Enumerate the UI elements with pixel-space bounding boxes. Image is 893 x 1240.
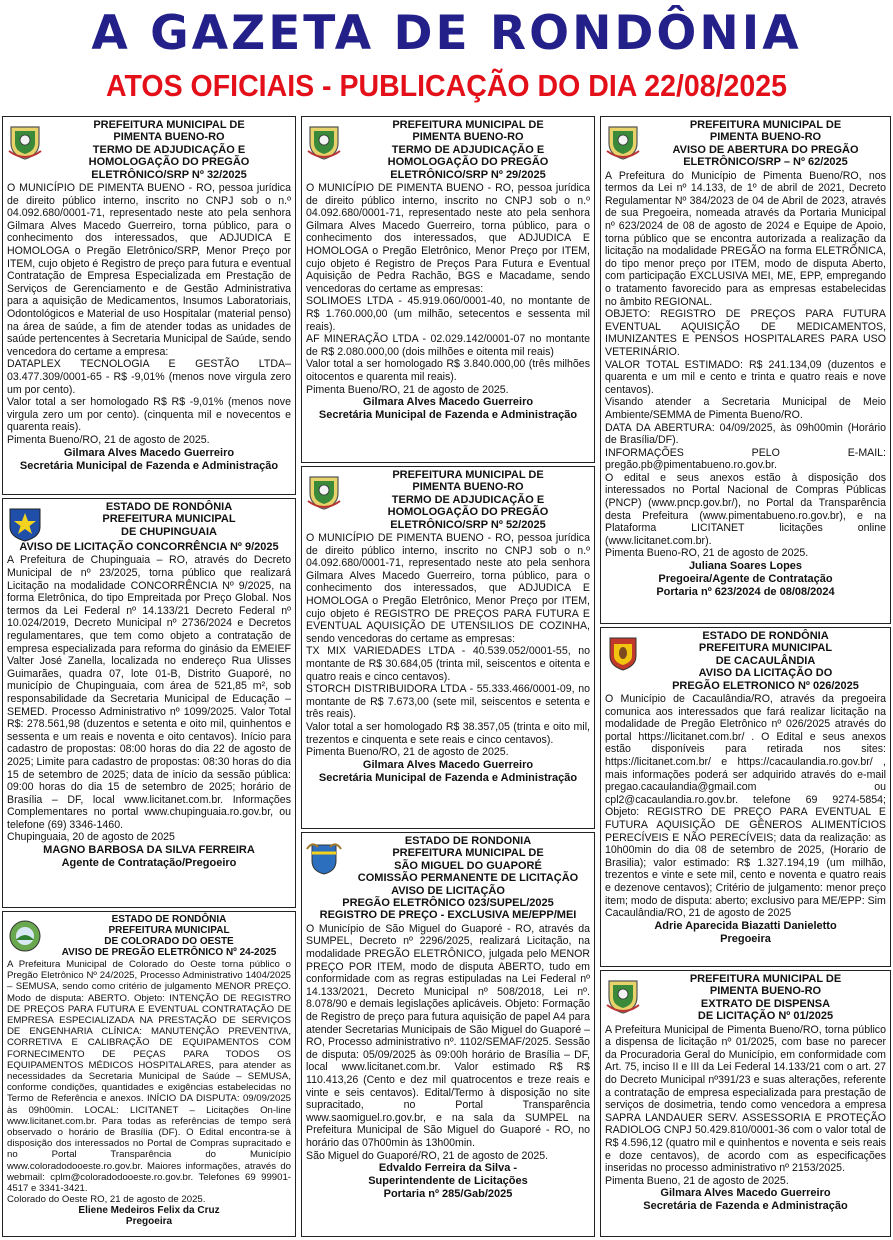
notice-sao-miguel bbox=[301, 832, 595, 1237]
header-line: AVISO DE LICITAÇÃO bbox=[391, 884, 505, 897]
header-line: TERMO DE ADJUDICAÇÃO E bbox=[391, 143, 545, 156]
pimenta-bueno-crest-icon bbox=[7, 121, 43, 161]
header-line: ESTADO DE RONDÔNIA bbox=[111, 914, 227, 925]
notice-body: AF MINERAÇÃO LTDA - 02.029.142/0001-07 no montante de R$ 2.080.000,00 (dois milhões e oitenta mil reais) bbox=[306, 333, 590, 358]
header-line: HOMOLOGAÇÃO DO PREGÃO bbox=[88, 156, 250, 169]
header-line: PREFEITURA MUNICIPAL DE bbox=[392, 847, 544, 860]
pimenta-bueno-crest-icon bbox=[605, 975, 641, 1015]
colorado-crest-icon bbox=[7, 916, 43, 956]
header-line: DE CACAULÂNDIA bbox=[715, 654, 816, 667]
header-line: DE COLORADO DO OESTE bbox=[104, 936, 234, 947]
notice-body: O MUNICÍPIO DE PIMENTA BUENO - RO, pessoa jurídica de direito público interno, inscrito no CNPJ sob o n.º 04.092.680/0001-71, representado neste ato pela senhora Gilmara Alves Macedo Guerreiro, torna público, para o conhecimento dos interessados, que ADJUDICA E HOMOLOGA o Pregão Eletrônico, Menor Preço por ITEM, cujo objeto é REGISTRO DE PREÇOS PARA FUTURA E EVENTUAL AQUISIÇÃO DE UTENSILIOS DE COZINHA, sendo vencedoras do certame as empresas: bbox=[306, 532, 590, 645]
pimenta-bueno-crest-icon bbox=[306, 121, 342, 161]
header-line: ESTADO DE RONDÔNIA bbox=[702, 630, 829, 642]
signature-block bbox=[605, 1187, 886, 1213]
notice-body: DATAPLEX TECNOLOGIA E GESTÃO LTDA–03.477.309/0001-65 - R$ -9,01% (menos nove virgula zero um por cento). bbox=[7, 358, 291, 396]
signature-block bbox=[306, 759, 590, 785]
notice-pimenta-29 bbox=[301, 116, 595, 463]
signer-name: Gilmara Alves Macedo Guerreiro bbox=[362, 396, 534, 409]
notice-date: Pimenta Bueno/RO, 21 de agosto de 2025. bbox=[306, 746, 509, 759]
header-line: PREFEITURA MUNICIPAL DE bbox=[689, 973, 842, 985]
header-line: PIMENTA BUENO-RO bbox=[709, 985, 822, 998]
signer-name: Eliene Medeiros Felix da Cruz bbox=[78, 1205, 220, 1217]
signature-block bbox=[7, 1205, 291, 1227]
signature-block bbox=[605, 560, 886, 599]
notice-body: A Prefeitura Municipal de Pimenta Bueno/RO, torna público a dispensa de licitação nº 01/2025, com base no parecer da Procuradoria Geral do Município, em conformidade com Art. 75, inciso II e III da Lei Federal 14.133/21 com o art. 27 do Decreto Municipal nº391/23 e suas alterações, referente a contratação de empresa especializada para prestação de serviços de dosimetria, tendo como vencedora a empresa SAPRA LANDAUER SERV. ASSESSORIA E PROTEÇÃO RADIOLOG CNPJ 50.429.810/0001-36 com o valor total de R$ 4.596,12 (quatro mil e quinhentos e noventa e seis reais e doze centavos), de acordo com as especificações inseridas no processo administrativo nº 2153/2025. bbox=[605, 1023, 886, 1175]
notice-body: O edital e seus anexos estão à disposição dos interessados no Portal Nacional de Compras Públicas (PNCP) (www.pncp.gov.br/), no Portal da Transparência desta Prefeitura (www.pimentabueno.ro.gov.br), e na Plataforma LICITANET licitações online (www.licitanet.com.br). bbox=[605, 471, 886, 547]
notice-date: Cacaulândia/RO, 21 de agosto de 2025 bbox=[605, 907, 792, 920]
signer-title: Superintendente de Licitações bbox=[368, 1175, 528, 1188]
signer-title: Secretária Municipal de Fazenda e Administração bbox=[318, 771, 578, 784]
notice-date: Pimenta Bueno/RO, 21 de agosto de 2025. bbox=[7, 433, 210, 446]
header-line: PREFEITURA MUNICIPAL DE bbox=[392, 119, 544, 131]
notice-body: O MUNICÍPIO DE PIMENTA BUENO - RO, pessoa jurídica de direito público interno, inscrito no CNPJ sob o n.º 04.092.680/0001-71, representado neste ato pela senhora Gilmara Alves Macedo Guerreiro, torna público, para o conhecimento dos interessados, que ADJUDICA E HOMOLOGA o Pregão Eletrônico/SRP, Menor Preço por ITEM, cujo objeto é Registro de preço para futura e eventual Contratação de Empresa Especializada em Prestação de Serviços de Gerenciamento e de Gestão Administrativa para a aquisição de Medicamentos, Insumos Laboratoriais, Odontológicos e Material de uso Hospitalar (material penso) na área de saúde, a fim de atender todas as unidades de saúde pertencentes à Secretaria Municipal de Saúde, sendo vencedora do certame a empresa: bbox=[7, 182, 291, 358]
header-line: TERMO DE ADJUDICAÇÃO E bbox=[391, 493, 545, 506]
notice-date: Colorado do Oeste RO, 21 de agosto de 2025. bbox=[7, 1194, 206, 1206]
signer-title: Secretária de Fazenda e Administração bbox=[643, 1200, 848, 1213]
notice-body: A Prefeitura Municipal de Colorado do Oeste torna público o Pregão Eletrônico Nº 24/2025, Processo Administrativo 1404/2025 – SEMUSA, sendo como critério de julgamento MENOR PREÇO. Modo de disputa: ABERTO. Objeto: INTENÇÃO DE REGISTRO DE PREÇOS PARA FUTURA E EVENTUAL CONTRATAÇÃO DE EMPRESA ESPECIALIZADA NA PRESTAÇÃO DE SERVIÇOS DE ENGENHARIA CLÍNICA: MANUTENÇÃO PREVENTIVA, CORRETIVA E CALIBRAÇÃO DE EQUIPAMENTOS COM FORNECIMENTO DE PEÇAS PARA TODOS OS EQUIPAMENTOS MÉDICOS HOSPITALARES, para atender as necessidades da Secretaria Municipal de Saúde – SEMUSA, conforme condições, quantidades e exigências estabelecidas no Termo de Referência e anexos. INÍCIO DA DISPUTA: 09/09/2025 às 09h00min. LOCAL: LICITANET – Licitações On-line www.licitanet.com.br. Para todas as referências de tempo será observado o horário de Brasília (DF). O Edital encontra-se à disposição dos interessados no Portal de Compras supracitado e no Portal Transparência do Município www.coloradodooeste.ro.gov.br. Maiores informações, através do webmail: cplm@coloradodooeste.ro.gov.br. Telefones 69 99901-4517 e 3341-3421. bbox=[7, 959, 291, 1195]
header-line: PREFEITURA MUNICIPAL bbox=[108, 925, 230, 936]
signer-ordinance: Portaria nº 285/Gab/2025 bbox=[383, 1188, 513, 1201]
header-line: ELETRÔNICO/SRP Nº 29/2025 bbox=[390, 168, 546, 181]
header-line: PIMENTA BUENO-RO bbox=[113, 131, 225, 144]
header-line: PIMENTA BUENO-RO bbox=[412, 131, 524, 144]
header-line: ESTADO DE RONDÔNIA bbox=[105, 501, 233, 513]
notice-date: Chupinguaia, 20 de agosto de 2025 bbox=[7, 831, 175, 844]
signer-title: Pregoeira/Agente de Contratação bbox=[658, 573, 833, 586]
header-line: AVISO DE ABERTURA DO PREGÃO bbox=[672, 143, 859, 156]
notice-body: DATA DA ABERTURA: 04/09/2025, às 09h00min (Horário de Brasília/DF). bbox=[605, 421, 886, 447]
notice-body: OBJETO: REGISTRO DE PREÇOS PARA FUTURA EVENTUAL AQUISIÇÃO DE MEDICAMENTOS, IMUNIZANTES E PENSOS HOSPITALARES PARA USO VETERINÁRIO. bbox=[605, 308, 886, 358]
masthead bbox=[0, 0, 893, 112]
header-line: DE LICITAÇÃO Nº 01/2025 bbox=[697, 1010, 834, 1023]
edition-subtitle: ATOS OFICIAIS - PUBLICAÇÃO DO DIA 22/08/2025 bbox=[106, 68, 787, 103]
header-line: ELETRÔNICO/SRP Nº 32/2025 bbox=[91, 168, 247, 181]
signature-block bbox=[605, 920, 886, 946]
header-line: PIMENTA BUENO-RO bbox=[709, 131, 822, 144]
notice-body: O Município de Cacaulândia/RO, através da pregoeira comunica aos interessados que fará realizar licitação na modalidade de Pregão Eletrônico nº 026/2025 através do portal https://licitanet.com.br/ . O Edital e seus anexos estão disponíveis para retirada nos sites: https://licitanet.com.br/ e https://cacaulandia.ro.gov.br/ , mais informações poderá ser adquirido através do e-mail pregao.cacaulandia@gmail.com ou cpl2@cacaulandia.ro.gov.br. telefone 69 9274-5854; Objeto: REGISTRO DE PREÇO PARA EVENTUAL E FUTURA AQUISIÇÃO DE GÊNEROS ALIMENTÍCIOS PERECÍVEIS E NÃO PERECÍVEIS; data da realização: as 10h00min do dia 08 de setembro de 2025, (Horario de Brasilia); valor estimado: R$ 1.327.194,19 (um milhão, trezentos e vinte e sete mil, cento e noventa e quatro reais e dezenove centavos); Critério de julgamento: menor preço item; modo de disputa: aberto; exclusivo para ME/EPP: Sim bbox=[605, 693, 886, 907]
notice-body: Valor total a ser homologado R$ 38.357,05 (trinta e oito mil, trezentos e cinquenta e sete reais e cinco centavos). bbox=[306, 720, 590, 746]
pimenta-bueno-crest-icon bbox=[306, 471, 342, 511]
pimenta-bueno-crest-icon bbox=[605, 121, 641, 161]
sao-miguel-crest-icon bbox=[306, 837, 342, 877]
header-line: ESTADO DE RONDONIA bbox=[404, 835, 532, 847]
signer-name: MAGNO BARBOSA DA SILVA FERREIRA bbox=[43, 844, 255, 857]
header-line: PREFEITURA MUNICIPAL DE bbox=[689, 119, 842, 131]
header-line: AVISO DE PREGÃO ELETRÔNICO Nº 24-2025 bbox=[61, 947, 277, 958]
signature-block bbox=[7, 844, 291, 870]
notice-body: Visando atender a Secretaria Municipal de Meio Ambiente/SEMMA de Pimenta Bueno/RO. bbox=[605, 396, 886, 421]
header-line: TERMO DE ADJUDICAÇÃO E bbox=[92, 143, 246, 156]
signer-ordinance: Portaria nº 623/2024 de 08/08/2024 bbox=[656, 586, 835, 599]
header-line: SÃO MIGUEL DO GUAPORÉ bbox=[394, 859, 542, 872]
signer-name: Juliana Soares Lopes bbox=[688, 560, 803, 573]
notice-body: A Prefeitura de Chupinguaia – RO, através do Decreto Municipal de nº 23/2025, torna público que realizará Licitação na modalidade CONCORRÊNCIA Nº 9/2025, na forma Eletrônica, do tipo Empreitada por Preço Global. Nos termos da Lei Federal nº 14.133/21 Decreto Federal nº 10.024/2019, Decreto Municipal nº 2736/2024 e Decretos regulamentares, que tem como objeto a contratação de empresa especializada para reforma do ginásio da EMEIEF Valter José Zanella, localizada no endereço Rua Ulisses Guimarães, quadra 07, lote 01-B, Distrito Guaporé, no município de Chupinguaia, com área de 521,85 m², sob responsabilidade da Secretaria Municipal de Educação – SEMED. Processo Administrativo nº 1099/2025. Valor Total R$: 278.561,98 (duzentos e setenta e oito mil, quinhentos e sessenta e um reais e noventa e oito centavos). Início para cadastro de propostas: 08:00 horas do dia 22 de agosto de 2025; Limite para cadastro de propostas: 08:30 horas do dia 15 de setembro de 2025; data de início da sessão pública: 09:00 horas do dia 15 de setembro de 2025; horário de Brasília – DF, local www.licitanet.com.br. Informações Complementares no portal www.chupinguaia.ro.gov.br, ou telefone (69) 3346-1460. bbox=[7, 554, 291, 831]
notice-cacaulandia bbox=[600, 627, 891, 967]
notice-pimenta-52 bbox=[301, 466, 595, 829]
signature-block bbox=[306, 1162, 590, 1201]
header-line: ELETRÔNICO/SRP – Nº 62/2025 bbox=[683, 156, 848, 169]
notice-body: Valor total a ser homologado R$ 3.840.000,00 (três milhões oitocentos e quarenta mil reais). bbox=[306, 358, 590, 383]
signature-block bbox=[7, 447, 291, 473]
signer-title: Pregoeira bbox=[720, 932, 771, 945]
signer-name: Gilmara Alves Macedo Guerreiro bbox=[362, 758, 534, 771]
notice-body: O MUNICÍPIO DE PIMENTA BUENO - RO, pessoa jurídica de direito público interno, inscrito no CNPJ sob o n.º 04.092.680/0001-71, representado neste ato pela senhora Gilmara Alves Macedo Guerreiro, torna público, para o conhecimento dos interessados, que ADJUDICA E HOMOLOGA o Pregão Eletrônico, Menor Preço por ITEM, cujo objeto é Registro de Preços Para Futura e Eventual Aquisição de Pedra Rachão, BGS e Macadame, sendo vencedoras do certame as empresas: bbox=[306, 182, 590, 295]
header-line: ELETRÔNICO/SRP Nº 52/2025 bbox=[390, 518, 546, 531]
rondonia-star-icon bbox=[7, 503, 43, 543]
header-line: REGISTRO DE PREÇO - EXCLUSIVA ME/EPP/MEI bbox=[319, 909, 577, 922]
notice-body: STORCH DISTRIBUIDORA LTDA - 55.333.466/0001-09, no montante de R$ 7.673,00 (sete mil, seiscentos e setenta e três reais). bbox=[306, 683, 590, 721]
notice-body: VALOR TOTAL ESTIMADO: R$ 241.134,09 (duzentos e quarenta e um mil e cento e trinta e quatro reais e nove centavos). bbox=[605, 358, 886, 396]
header-line: PREFEITURA MUNICIPAL DE bbox=[93, 119, 245, 131]
header-line: PIMENTA BUENO-RO bbox=[412, 481, 524, 494]
notice-pimenta-62 bbox=[600, 116, 891, 624]
signature-block bbox=[306, 396, 590, 422]
header-line: AVISO DE LICITAÇÃO CONCORRÊNCIA Nº 9/2025 bbox=[19, 541, 279, 553]
notice-body: TX MIX VARIEDADES LTDA - 40.539.052/0001-55, no montante de R$ 30.684,05 (trinta mil, seiscentos e oitenta e quatro reais e cinco centavos). bbox=[306, 645, 590, 683]
notice-date: Pimenta Bueno/RO, 21 de agosto de 2025. bbox=[306, 383, 509, 396]
header-line: PREFEITURA MUNICIPAL bbox=[698, 642, 833, 655]
signer-title: Agente de Contratação/Pregoeiro bbox=[61, 857, 237, 870]
notice-pimenta-dispensa bbox=[600, 970, 891, 1237]
signer-name: Adrie Aparecida Biazatti Danieletto bbox=[654, 919, 837, 932]
notice-date: Pimenta Bueno, 21 de agosto de 2025. bbox=[605, 1174, 789, 1187]
signer-name: Gilmara Alves Macedo Guerreiro bbox=[660, 1187, 831, 1200]
header-line: HOMOLOGAÇÃO DO PREGÃO bbox=[387, 156, 549, 169]
notice-body: Valor total a ser homologado R$ R$ -9,01% (menos nove virgula zero um por cento). (cinquenta mil e novecentos e quarenta reais). bbox=[7, 396, 291, 434]
signer-title: Secretária Municipal de Fazenda e Administração bbox=[318, 409, 578, 422]
header-line: COMISSÃO PERMANENTE DE LICITAÇÃO bbox=[357, 872, 579, 885]
notice-body: A Prefeitura do Município de Pimenta Bueno/RO, nos termos da Lei nº 14.133, de 1º de abril de 2021, Decreto Regulamentar Nº 384/2023 de 04 de Abril de 2023, através de sua Pregoeira, nomeada através da Portaria Municipal nº 623/2024 de 08 de agosto de 2024 e Equipe de Apoio, torna público que se encontra autorizada a realização da licitação na modalidade PREGÃO na forma ELETRÔNICA, do tipo menor preço por ITEM, modo de disputa Aberto, com participação EXCLUSIVA MEI, ME, EPP, empregando o tratamento favorecido para as empresas estabelecidas no âmbito REGIONAL. bbox=[605, 169, 886, 308]
notice-date: Pimenta Bueno-RO, 21 de agosto de 2025. bbox=[605, 547, 809, 560]
notice-body: O Município de São Miguel do Guaporé - RO, através da SUMPEL, Decreto nº 2296/2025, realizará Licitação, na modalidade PREGÃO ELETRÔNICO, julgada pelo MENOR PREÇO POR ITEM, modo de disputa ABERTO, tudo em conformidade com as regras estipuladas na Lei Federal nº 14.133/2021, Decreto Municipal nº 508/2018, Lei nº. 8.078/90 e demais legislações aplicáveis. Objeto: Formação de Registro de preço para futura aquisição de papel A4 para atender Secretarias Municipais de São Miguel do Guaporé – RO, Processo administrativo nº. 1102/SEMAF/2025. Sessão de disputa: 05/09/2025 às 09:00h horário de Brasília – DF, local www.licitanet.com.br. Valor estimado R$ R$ 110.413,26 (Cento e dez mil quatrocentos e treze reais e vinte e seis centavos). Edital/Termo à disposição no site supracitado, no Portal Transparência www.saomiguel.ro.gov.br, e na sala da SUMPEL na Prefeitura Municipal de São Miguel do Guaporé - RO, no horário das 07h00min às 13h00min. bbox=[306, 922, 590, 1149]
header-line: HOMOLOGAÇÃO DO PREGÃO bbox=[387, 506, 549, 519]
header-line: PREGÃO ELETRÔNICO 023/SUPEL/2025 bbox=[342, 897, 554, 910]
cacaulandia-crest-icon bbox=[605, 632, 641, 672]
notice-colorado bbox=[2, 911, 296, 1237]
notice-body: SOLIMOES LTDA - 45.919.060/0001-40, no montante de R$ 1.760.000,00 (um milhão, setecentos e sessenta mil reais). bbox=[306, 295, 590, 333]
header-line: PREFEITURA MUNICIPAL bbox=[102, 513, 236, 526]
header-line: PREFEITURA MUNICIPAL DE bbox=[392, 469, 544, 481]
newspaper-title: A GAZETA DE RONDÔNIA bbox=[91, 6, 802, 61]
notice-body: INFORMAÇÕES PELO E-MAIL: pregão.pb@pimentabueno.ro.gov.br. bbox=[605, 446, 886, 472]
header-line: AVISO DA LICITAÇÃO DO bbox=[698, 667, 833, 680]
header-line: DE CHUPINGUAIA bbox=[121, 525, 217, 538]
header-line: PREGÃO ELETRONICO Nº 026/2025 bbox=[672, 679, 859, 692]
notice-pimenta-32 bbox=[2, 116, 296, 495]
header-line: EXTRATO DE DISPENSA bbox=[700, 997, 831, 1010]
signer-title: Pregoeira bbox=[125, 1216, 173, 1228]
signer-title: Secretária Municipal de Fazenda e Administração bbox=[19, 459, 279, 472]
signer-name: Edvaldo Ferreira da Silva - bbox=[378, 1162, 518, 1175]
notice-chupinguaia bbox=[2, 498, 296, 908]
notice-date: São Miguel do Guaporé/RO, 21 de agosto de 2025. bbox=[306, 1149, 549, 1162]
signer-name: Gilmara Alves Macedo Guerreiro bbox=[63, 446, 235, 459]
